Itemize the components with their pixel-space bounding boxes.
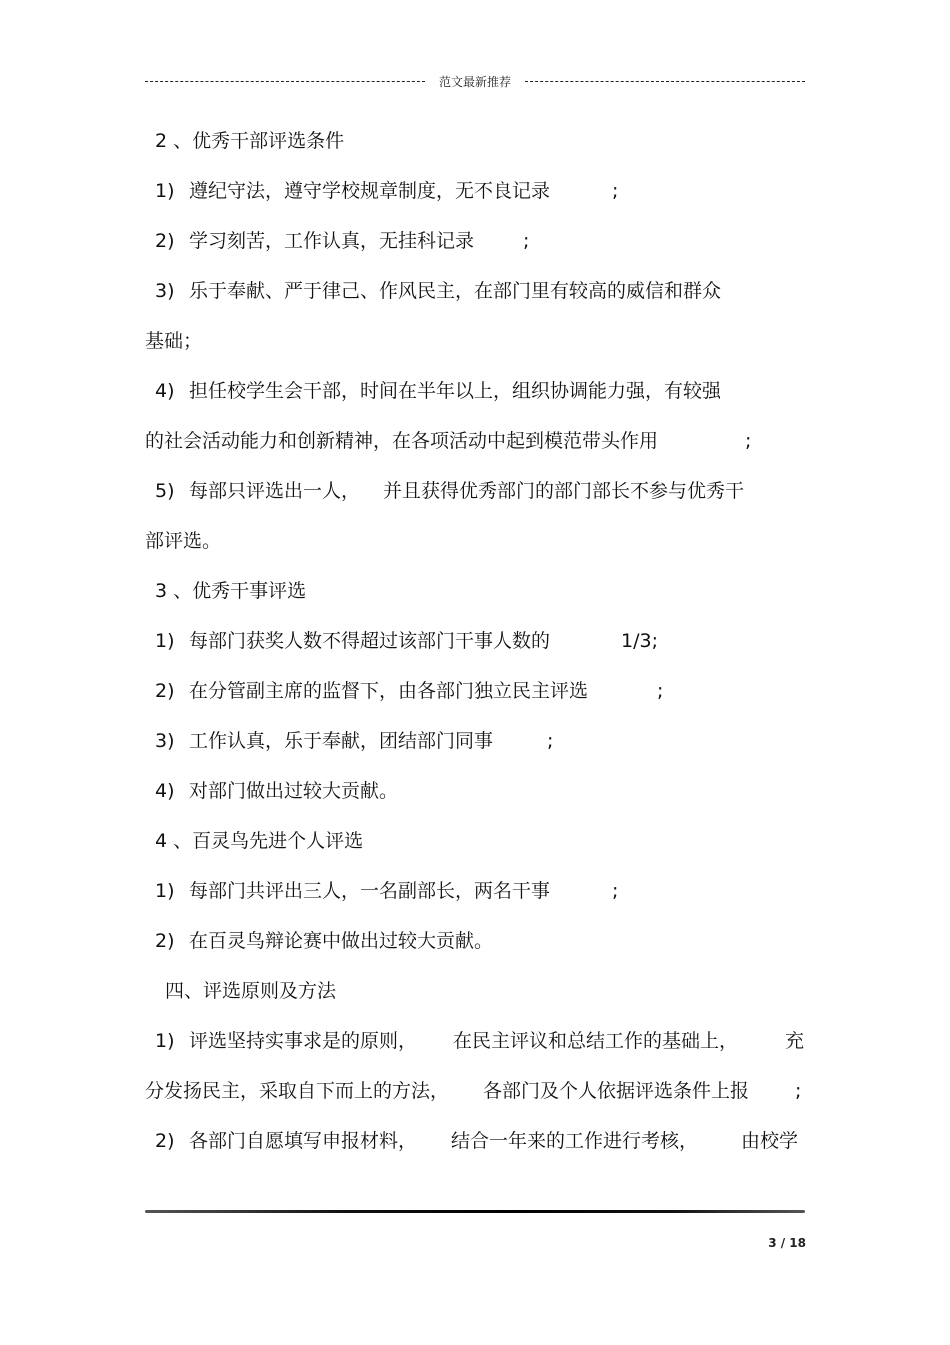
page-number: 3 / 18 bbox=[768, 1236, 806, 1250]
page-header bbox=[145, 70, 805, 92]
header-dash-left bbox=[145, 81, 425, 82]
item-text: 遵纪守法，遵守学校规章制度，无不良记录 bbox=[189, 180, 551, 202]
item-text: 担任校学生会干部，时间在半年以上，组织协调能力强，有较强 bbox=[189, 380, 722, 402]
text-line-14 bbox=[145, 774, 805, 824]
text-line-8 bbox=[145, 474, 805, 524]
item-text: 基础； bbox=[145, 330, 203, 352]
item-text: 由校学 bbox=[741, 1130, 799, 1152]
item-number: 1) bbox=[155, 630, 175, 652]
text-line-1 bbox=[145, 124, 805, 174]
section-heading: 2 、优秀干部评选条件 bbox=[155, 130, 345, 152]
item-text: 评选坚持实事求是的原则， bbox=[189, 1030, 418, 1052]
item-punct: ; bbox=[745, 430, 752, 452]
item-punct: ; bbox=[523, 230, 530, 252]
text-line-7 bbox=[145, 424, 805, 474]
item-text: 各部门及个人依据评选条件上报 bbox=[483, 1080, 750, 1102]
item-number: 3) bbox=[155, 730, 175, 752]
item-number: 5) bbox=[155, 480, 175, 502]
item-text: 在民主评议和总结工作的基础上， bbox=[453, 1030, 739, 1052]
text-line-16 bbox=[145, 874, 805, 924]
text-line-5 bbox=[145, 324, 805, 374]
section-heading: 4 、百灵鸟先进个人评选 bbox=[155, 830, 364, 852]
item-text: 各部门自愿填写申报材料， bbox=[189, 1130, 418, 1152]
item-text: 在百灵鸟辩论赛中做出过较大贡献。 bbox=[189, 930, 494, 952]
text-line-20 bbox=[145, 1074, 805, 1124]
header-dash-right bbox=[525, 81, 805, 82]
text-line-2 bbox=[145, 174, 805, 224]
item-number: 2) bbox=[155, 680, 175, 702]
item-number: 2) bbox=[155, 230, 175, 252]
item-punct: ; bbox=[547, 730, 554, 752]
item-punct: ; bbox=[612, 880, 619, 902]
item-number: 4) bbox=[155, 780, 175, 802]
item-number: 1) bbox=[155, 880, 175, 902]
item-text: 每部门共评出三人，一名副部长，两名干事 bbox=[189, 880, 551, 902]
section-heading: 四、评选原则及方法 bbox=[165, 980, 337, 1002]
text-line-21 bbox=[145, 1124, 805, 1174]
text-line-13 bbox=[145, 724, 805, 774]
section-heading: 3 、优秀干事评选 bbox=[155, 580, 307, 602]
item-text: 的社会活动能力和创新精神，在各项活动中起到模范带头作用 bbox=[145, 430, 659, 452]
item-text: 结合一年来的工作进行考核， bbox=[451, 1130, 699, 1152]
item-punct: ; bbox=[657, 680, 664, 702]
item-text: 每部只评选出一人， bbox=[189, 480, 361, 502]
text-line-17 bbox=[145, 924, 805, 974]
item-text: 分发扬民主，采取自下而上的方法， bbox=[145, 1080, 450, 1102]
item-text: 充 bbox=[785, 1030, 805, 1052]
item-punct: ; bbox=[612, 180, 619, 202]
text-line-11 bbox=[145, 624, 805, 674]
text-line-19 bbox=[145, 1024, 805, 1074]
item-number: 2) bbox=[155, 930, 175, 952]
text-line-4 bbox=[145, 274, 805, 324]
text-line-18 bbox=[145, 974, 805, 1024]
item-number: 1) bbox=[155, 1030, 175, 1052]
text-line-10 bbox=[145, 574, 805, 624]
item-text: 1/3; bbox=[621, 630, 658, 652]
header-title: 范文最新推荐 bbox=[439, 74, 512, 89]
text-line-15 bbox=[145, 824, 805, 874]
item-number: 2) bbox=[155, 1130, 175, 1152]
text-line-6 bbox=[145, 374, 805, 424]
item-text: 并且获得优秀部门的部门部长不参与优秀干 bbox=[383, 480, 745, 502]
footer-rule bbox=[145, 1210, 805, 1213]
item-text: 学习刻苦，工作认真，无挂科记录 bbox=[189, 230, 475, 252]
item-text: 乐于奉献、严于律己、作风民主，在部门里有较高的威信和群众 bbox=[189, 280, 722, 302]
item-text: 每部门获奖人数不得超过该部门干事人数的 bbox=[189, 630, 551, 652]
text-line-9 bbox=[145, 524, 805, 574]
item-punct: ; bbox=[795, 1080, 802, 1102]
text-line-3 bbox=[145, 224, 805, 274]
text-line-12 bbox=[145, 674, 805, 724]
item-text: 在分管副主席的监督下，由各部门独立民主评选 bbox=[189, 680, 589, 702]
item-text: 部评选。 bbox=[145, 530, 222, 552]
item-number: 4) bbox=[155, 380, 175, 402]
item-text: 工作认真，乐于奉献，团结部门同事 bbox=[189, 730, 494, 752]
item-text: 对部门做出过较大贡献。 bbox=[189, 780, 399, 802]
item-number: 1) bbox=[155, 180, 175, 202]
item-number: 3) bbox=[155, 280, 175, 302]
document-body bbox=[145, 124, 805, 1174]
